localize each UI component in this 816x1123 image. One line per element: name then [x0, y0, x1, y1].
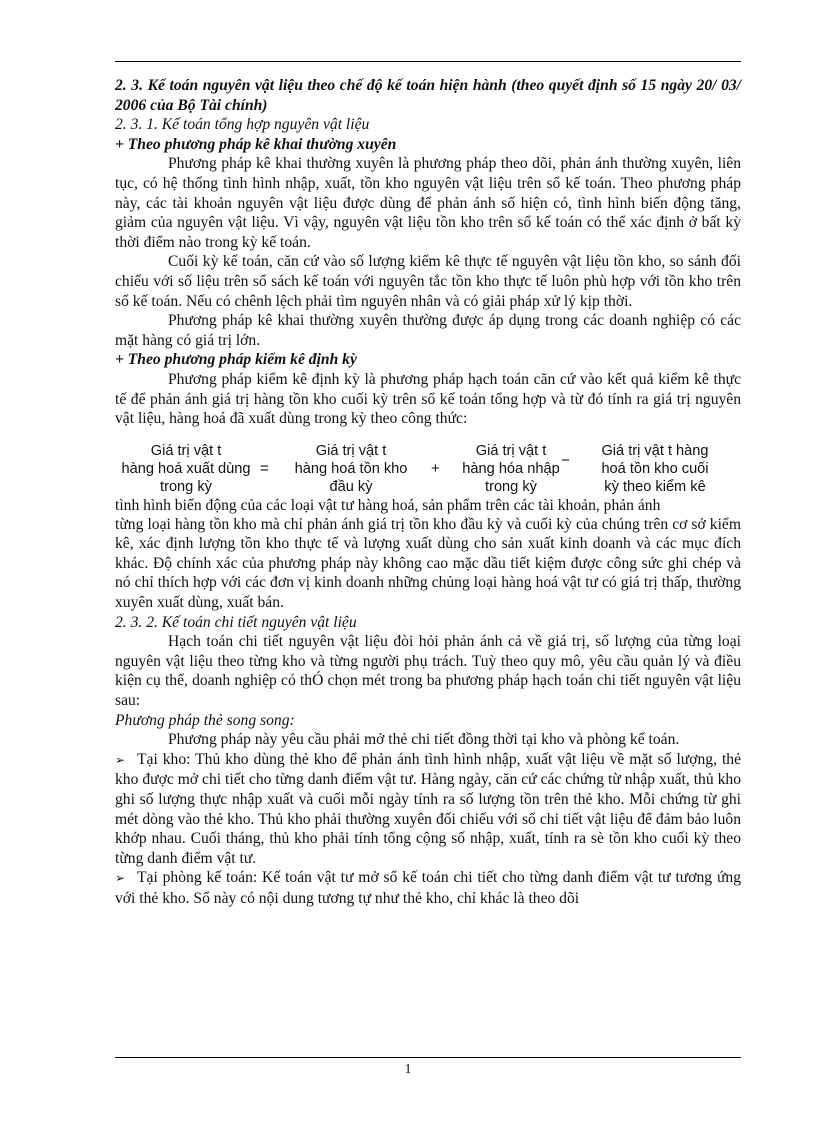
- paragraph-periodic-2: từng loại hàng tồn kho mà chỉ phản ánh giá trị tồn kho đầu kỳ và cuối kỳ của chúng trên cơ sở kiểm kê, xác định lượng tồn kho thực tế và lượng xuất dùng cho sản xuất kinh doanh và các mục đích khác. Độ chính xác của phương pháp này không cao mặc dầu tiết kiệm được công sức ghi chép và nó chỉ thích hợp với các đơn vị kinh doanh những chủng loại hàng hoá vật tư có giá trị thấp, thường xuyên xuất dùng, xuất bán.: [115, 515, 741, 612]
- bullet-accounting-dept: [115, 868, 741, 908]
- paragraph-perpetual-3: Phương pháp kê khai thường xuyên thường được áp dụng trong các doanh nghiệp có các mặt hàng có giá trị lớn.: [115, 312, 741, 349]
- formula-term-issued: Giá trị vật t hàng hoá xuất dùng trong kỳ: [121, 442, 251, 495]
- formula-minus: −: [561, 451, 570, 469]
- clipped-line-text: tình hình biến động của các loại vật tư hàng hoá, sản phẩm trên các tài khoản, phản ánh: [115, 496, 661, 514]
- footer-rule: [115, 1057, 741, 1058]
- paragraph-detail-1: Hạch toán chi tiết nguyên vật liệu đòi hỏi phản ánh cả về giá trị, số lượng của từng loại nguyên vật liệu theo từng kho và từng người phụ trách. Tuỳ theo quy mô, yêu cầu quản lý và điều kiện cụ thể, doanh nghiệp có thÓ chọn mét trong ba phương pháp hạch toán chi tiết nguyên vật liệu sau:: [115, 633, 741, 710]
- arrow-bullet-icon: ➢: [115, 752, 126, 767]
- section-heading-2-3: 2. 3. Kế toán nguyên vật liệu theo chế độ kế toán hiện hành (theo quyết định số 15 ngày 20/ 03/ 2006 của Bộ Tài chính): [115, 77, 741, 114]
- method-heading-parallel-cards: Phương pháp thẻ song song:: [115, 711, 295, 729]
- paragraph-periodic-1: Phương pháp kiểm kê định kỳ là phương pháp hạch toán căn cứ vào kết quả kiểm kê thực tế để phản ánh giá trị hàng tồn kho cuối kỳ trên sổ kế toán tổng hợp và từ đó tính ra giá trị nguyên vật liệu, hàng hoá đã xuất dùng trong kỳ theo công thức:: [115, 370, 741, 428]
- paragraph-detail-2: Phương pháp này yêu cầu phải mở thẻ chi tiết đồng thời tại kho và phòng kế toán.: [168, 731, 680, 749]
- formula-term-opening: Giá trị vật t hàng hoá tồn kho đầu kỳ: [294, 442, 408, 495]
- subsection-heading-2-3-1: 2. 3. 1. Kế toán tổng hợp nguyên vật liệu: [115, 116, 370, 134]
- subsection-heading-2-3-2: 2. 3. 2. Kế toán chi tiết nguyên vật liệu: [115, 613, 357, 631]
- arrow-bullet-icon: ➢: [115, 871, 126, 886]
- header-rule: [115, 61, 741, 62]
- method-heading-perpetual: + Theo phương pháp kê khai thường xuyên: [115, 135, 397, 153]
- bullet-warehouse: [115, 750, 741, 869]
- paragraph-perpetual-2: Cuối kỳ kế toán, căn cứ vào số lượng kiểm kê thực tế nguyên vật liệu tồn kho, so sánh đối chiếu với số liệu trên sổ sách kế toán với nguyên tắc tồn kho thực tế luôn phù hợp với tồn kho trên sổ kế toán. Nếu có chênh lệch phải tìm nguyên nhân và có giải pháp xử lý kịp thời.: [115, 253, 741, 310]
- bullet-accounting-dept-text: Tại phòng kế toán: Kế toán vật tư mở sổ kế toán chi tiết cho từng danh điểm vật tư tương ứng với thẻ kho. Sổ này có nội dung tương tự như thẻ kho, chỉ khác là theo dõi: [115, 869, 741, 907]
- page-content: [115, 76, 741, 909]
- clipped-line: [115, 496, 741, 515]
- formula-term-received: Giá trị vật t hàng hóa nhập trong kỳ: [462, 442, 560, 495]
- formula-term-closing: Giá trị vật t hàng hoá tồn kho cuối kỳ theo kiểm kê: [601, 442, 709, 495]
- page-number: 1: [404, 1062, 412, 1077]
- bullet-warehouse-text: Tại kho: Thủ kho dùng thẻ kho để phản ánh tình hình nhập, xuất vật liệu về mặt số lượng, thẻ kho được mở chi tiết cho từng danh điểm vật tư. Hàng ngày, căn cứ các chứng từ nhập xuất, thủ kho ghi số lượng thực nhập xuất và cuối mỗi ngày tính ra số lượng tồn trên thẻ kho. Mỗi chứng từ ghi mét dòng vào thẻ kho. Thủ kho phải thường xuyên đối chiếu với sổ chi tiết vật liệu để đảm bảo luôn khớp nhau. Cuối tháng, thủ kho phải tính tổng cộng số nhập, xuất, tính ra sè tồn kho cuối kỳ theo từng danh điểm vật tư.: [115, 750, 741, 867]
- paragraph-perpetual-1: Phương pháp kê khai thường xuyên là phương pháp theo dõi, phản ánh thường xuyên, liên tục, có hệ thống tình hình nhập, xuất, tồn kho nguyên vật liệu trên sổ kế toán. Theo phương pháp này, các tài khoản nguyên vật liệu được dùng để phản ánh số hiện có, tình hình biến động tăng, giảm của nguyên vật liệu. Vì vậy, nguyên vật liệu tồn kho trên sổ kế toán có thể xác định ở bất kỳ thời điểm nào trong kỳ kế toán.: [115, 155, 741, 251]
- method-heading-periodic: + Theo phương pháp kiểm kê định kỳ: [115, 351, 357, 369]
- formula-equals: =: [260, 459, 269, 477]
- formula-plus: +: [431, 459, 440, 477]
- inventory-formula: [115, 442, 741, 500]
